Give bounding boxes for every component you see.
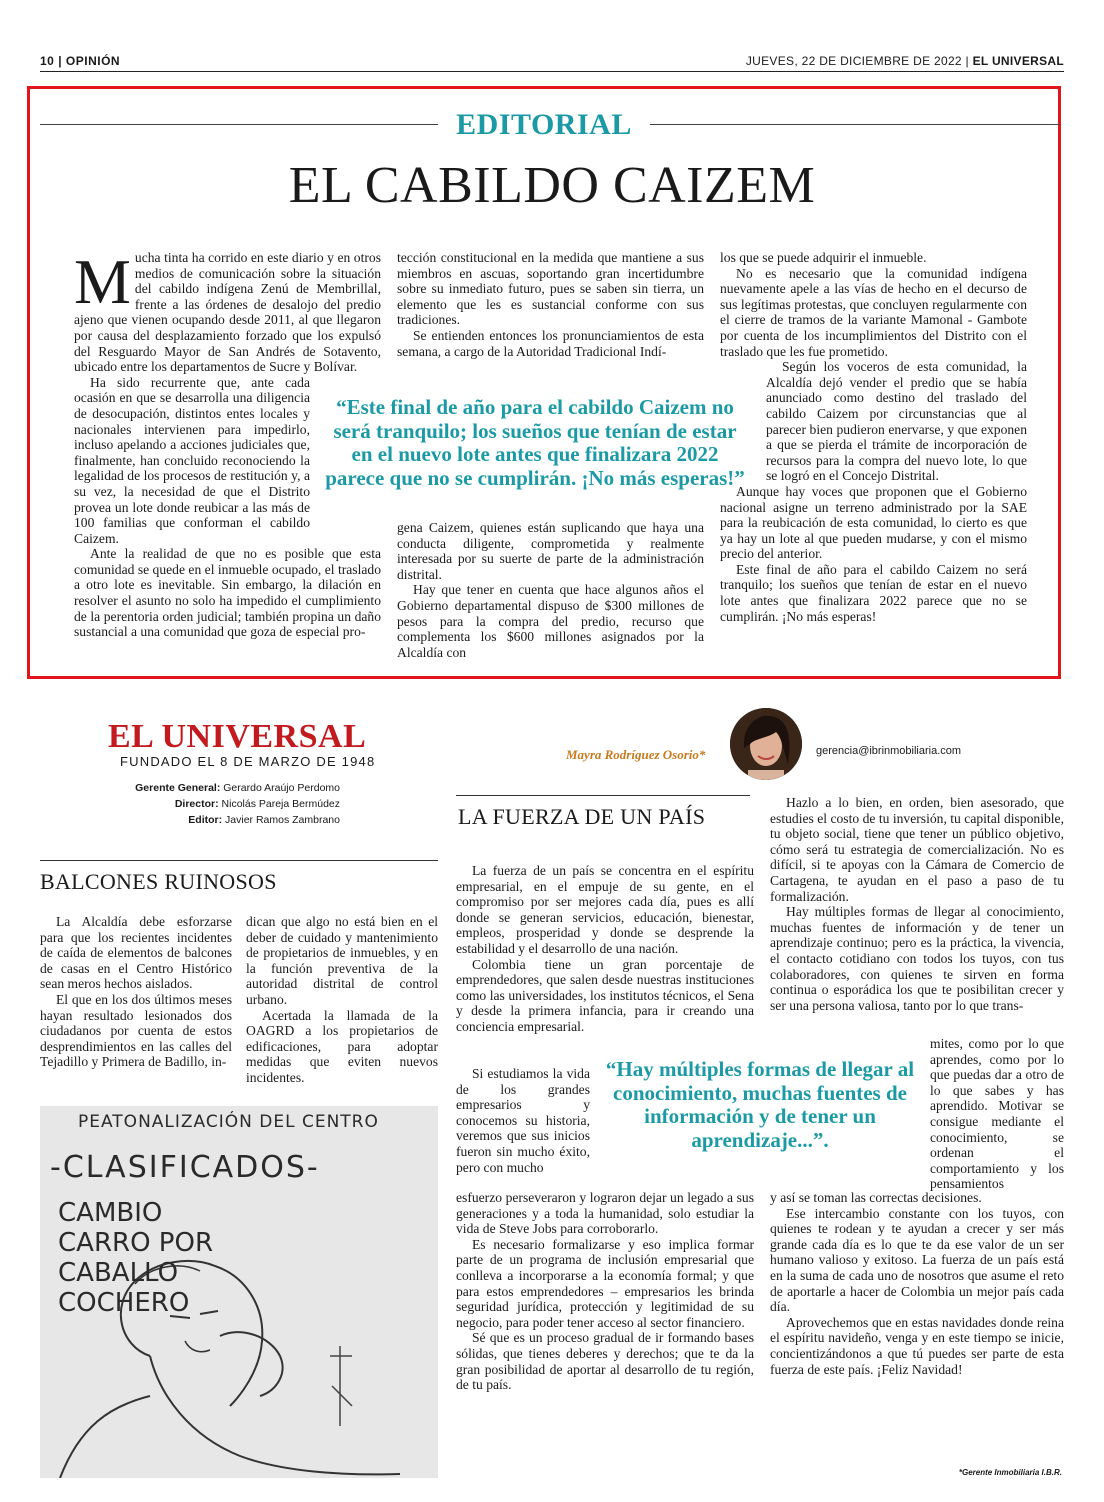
editorial-column-2-bottom [397,520,704,660]
editorial-paragraph: ucha tinta ha corrido en este diario y en otros medios de comunicación sobre la situación del cabildo indígena Zenú de Membrillal, frente a las órdenes de desalojo del predio ajeno que vienen ocupando desde 2011, al que llegaron por causa del desplazamiento forzado que los expulsó del Resguardo Mayor de San Andrés de Sotavento, ubicado entre los departamentos de Sucre y Bolívar. [74,250,381,375]
cartoon-caption-6: COCHERO [58,1288,190,1318]
balcones-paragraph: El que en los dos últimos meses hayan resultado lesionados dos ciudadanos por cuenta de estos desprendimientos en las calles del Tejadillo y Primera de Badillo, in- [40,991,232,1070]
issue-date: JUEVES, 22 DE DICIEMBRE DE 2022 [745,54,962,68]
column-body-1-bottom [456,1190,754,1393]
column-body-1 [456,863,754,1035]
staff-line: Editor: Javier Ramos Zambrano [188,814,340,826]
column-author-email: gerencia@ibrinmobiliaria.com [816,745,962,757]
editorial-pull-quote: “Este final de año para el cabildo Caizem no será tranquilo; los sueños que tenían de estar en el nuevo lote antes que finalizara 2022 parece que no se cumplirán. ¡No más esperas!” [325,395,745,490]
cartoon-caption-2: -CLASIFICADOS- [50,1150,320,1185]
column-rule [456,795,750,796]
column-paragraph: Es necesario formalizarse y eso implica formar parte de un programa de inclusión empresarial que conlleva a incorporarse a la economía formal; y que para estos emprendedores – empresarios les brinda seguridad jurídica, protección y legitimidad de su negocio, para poder tener acceso al sector financiero. [456,1236,754,1330]
cartoon-caption-3: CAMBIO [58,1198,163,1228]
editorial-paragraph: Ante la realidad de que no es posible que esta comunidad se quede en el inmueble ocupado, el traslado a otro lote es inevitable. Sin embargo, la dilación en resolver el asunto no solo ha impedido el cumplimiento de la perentoria orden judicial; también propina un daño sustancial a una comunidad que goza de especial pro- [74,546,381,640]
cartoon-caption-1: PEATONALIZACIÓN DEL CENTRO [78,1112,379,1132]
cartoon-caption-4: CARRO POR [58,1228,214,1258]
column-paragraph: esfuerzo perseveraron y lograron dejar un legado a sus generaciones y a toda la humanidad, solo estudiar la vida de Steve Jobs para corroborarlo. [456,1190,754,1237]
cartoon-illustration [40,1106,438,1478]
editorial-paragraph: Se entienden entonces los pronunciamientos de esta semana, a cargo de la Autoridad Tradicional Indí- [397,327,704,359]
editorial-paragraph: Este final de año para el cabildo Caizem no será tranquilo; los sueños que tenían de estar en el nuevo lote antes que finalizara 2022 parece que no se cumplirán. ¡No más esperas! [720,561,1027,624]
column-paragraph: La fuerza de un país se concentra en el espíritu empresarial, en el empuje de su gente, en el compromiso por ser mejores cada día, pues es allí donde se generan servicios, educación, bienestar, empleos, prosperidad y donde se desprende la estabilidad y el desarrollo de una nación. [456,863,754,956]
column-body-2-narrow [930,1036,1064,1192]
editorial-paragraph: tección constitucional en la medida que mantiene a sus miembros en ascuas, soportando gran incertidumbre sobre su inmediato futuro, pues se saben sin tierra, un elemento que les es sustancial conforme con sus tradiciones. [397,250,704,328]
editorial-paragraph: Ha sido recurrente que, ante cada ocasión en que se desarrolla una diligencia de desocupación, distintos entes locales y nacionales intervienen para impedirlo, incluso apelando a acciones judiciales que, finalmente, han concluido reconociendo la legalidad de los procesos de restitución y, a su vez, la necesidad de que el Distrito provea un lote donde reubicar a las más de 100 familias que conforman el cabildo Caizem. [74,374,310,546]
editorial-paragraph: gena Caizem, quienes están suplicando que haya una conducta diligente, comprometida y realmente interesada por su suerte de parte de la administración distrital. [397,520,704,582]
masthead-staff [80,780,340,828]
editorial-column-3 [720,250,1027,624]
column-paragraph: Colombia tiene un gran porcentaje de emprendedores, que salen desde nuestras instituciones como las universidades, los institutos técnicos, el Sena y desde la primera infancia, para ir creando una conciencia empresarial. [456,956,754,1034]
header-rule [40,71,1064,72]
column-paragraph: Hay múltiples formas de llegar al conocimiento, muchas fuentes de información y de tener un aprendizaje continuo; pero es la práctica, la vivencia, el contacto cotidiano con todos los tuyos, con tus colaboradores, con quienes te sirven en forma continua o esporádica los que te posibilitan crecer y ser una persona valiosa, tanto por lo que trans- [770,904,1064,1013]
masthead-logo: EL UNIVERSAL [108,718,367,755]
balcones-title: BALCONES RUINOSOS [40,869,277,894]
column-body-2-bottom [770,1190,1064,1377]
balcones-rule [40,860,438,861]
staff-line: Director: Nicolás Pareja Bermúdez [174,798,340,810]
author-avatar [730,708,802,780]
column-author: Mayra Rodríguez Osorio* [566,747,706,762]
column-paragraph: Aprovechemos que en estas navidades donde reina el espíritu navideño, venga y en este tiempo se inicie, concientizándonos a que tú puedes ser parte de esta fuerza de este país. ¡Feliz Navidad! [770,1314,1064,1377]
editorial-paragraph: Hay que tener en cuenta que hace algunos años el Gobierno departamental dispuso de $300 millones de pesos para la compra del predio, recurso que complementa los $600 millones asignados por la Alcaldía con [397,582,704,660]
balcones-column-2 [246,914,438,1086]
editorial-title: EL CABILDO CAIZEM [288,157,816,214]
editorial-column-2-top [397,250,704,359]
editorial-rule-right [650,124,1060,125]
column-paragraph: Hazlo a lo bien, en orden, bien asesorado, que estudies el costo de tu inversión, tu capital disponible, tu objeto social, tiene que tener un público objetivo, cómo será tu estrategia de comercialización. No es difícil, si te apoyas con la Cámara de Comercio de Cartagena, te ayudan en el paso a paso de tu formalización. [770,795,1064,904]
editorial-paragraph: los que se puede adquirir el inmueble. [720,250,927,265]
column-body-1-narrow [456,1066,590,1175]
page-date-line: JUEVES, 22 DE DICIEMBRE DE 2022 | EL UNIVERSAL [745,54,1064,68]
column-paragraph: Ese intercambio constante con los tuyos, con quienes te rodean y te ayudan a crecer y ser más grande cada día es lo que te da ese valor de un ser humano valioso y exitoso. La fuerza de un país está en la suma de cada uno de nosotros que asume el reto de aportarle a hacer de Colombia un mejor país cada día. [770,1205,1064,1315]
column-pull-quote: “Hay múltiples formas de llegar al conocimiento, muchas fuentes de información y de tener un aprendizaje...”. [605,1057,915,1152]
column-paragraph: Si estudiamos la vida de los grandes empresarios y conocemos su historia, veremos que sus inicios fueron sin mucho éxito, pero con mucho [456,1066,590,1175]
balcones-column-1 [40,914,232,1070]
column-footnote: *Gerente Inmobiliaria I.B.R. [958,1468,1062,1477]
editorial-paragraph: No es necesario que la comunidad indígena nuevamente apele a las vías de hecho en el decurso de sus legítimas protestas, que concluyen regularmente con el cierre de tramos de la variante Mamonal - Gambote por cuenta de los incumplimientos del Distrito con el traslado que les fue prometido. [720,265,1027,359]
editorial-rule-left [40,124,438,125]
editorial-paragraph: Según los voceros de esta comunidad, la Alcaldía dejó vender el predio que se había anunciado como destino del traslado del cabildo Caizem por circunstancias que al parecer bien pudieron enervarse, y que exponen a que se pierda el trámite de incorporación de recursos para la compra del nuevo lote, lo que se logró en el Concejo Distrital. [766,359,1027,484]
editorial-paragraph: Aunque hay voces que proponen que el Gobierno nacional asigne un terreno administrado por la SAE para la reubicación de esta comunidad, lo cierto es que ya hay un lote al que pueden mudarse, y con el mismo precio del anterior. [720,483,1027,562]
cartoon-caption-5: CABALLO [58,1258,179,1288]
page-number: 10 [40,54,55,68]
editorial-label: EDITORIAL [456,108,632,141]
column-paragraph: Sé que es un proceso gradual de ir formando bases sólidas, que tienes deberes y derechos; que te da la gran posibilidad de aportar al desarrollo de tu región, de tu país. [456,1330,754,1393]
column-paragraph: mites, como por lo que aprendes, como por lo que puedas dar a otro de lo que sabes y has aprendido. Motivar se consigue mediante el conocimiento, se ordenan el comportamiento y los pensamientos [930,1036,1064,1192]
balcones-paragraph: La Alcaldía debe esforzarse para que los recientes incidentes de caída de elementos de balcones de casas en el Centro Histórico sean meros hechos aislados. [40,914,232,992]
drop-cap: M [74,246,131,317]
staff-line: Gerente General: Gerardo Araújo Perdomo [135,782,340,794]
column-title: LA FUERZA DE UN PAÍS [458,804,706,829]
column-paragraph: y así se toman las correctas decisiones. [770,1190,982,1205]
balcones-paragraph: dican que algo no está bien en el deber de cuidado y mantenimiento de propietarios de inmuebles, y en la función preventiva de la autoridad distrital de control urbano. [246,914,438,1007]
balcones-paragraph: Acertada la llamada de la OAGRD a los propietarios de edificaciones, para adoptar medidas que eviten nuevos incidentes. [246,1007,438,1085]
author-photo-icon [730,708,802,780]
masthead-founded: FUNDADO EL 8 DE MARZO DE 1948 [120,754,376,769]
column-body-2 [770,795,1064,1013]
section-name: OPINIÓN [65,54,121,68]
paper-name: EL UNIVERSAL [972,54,1064,68]
page-section-label: 10 | OPINIÓN [40,54,121,68]
